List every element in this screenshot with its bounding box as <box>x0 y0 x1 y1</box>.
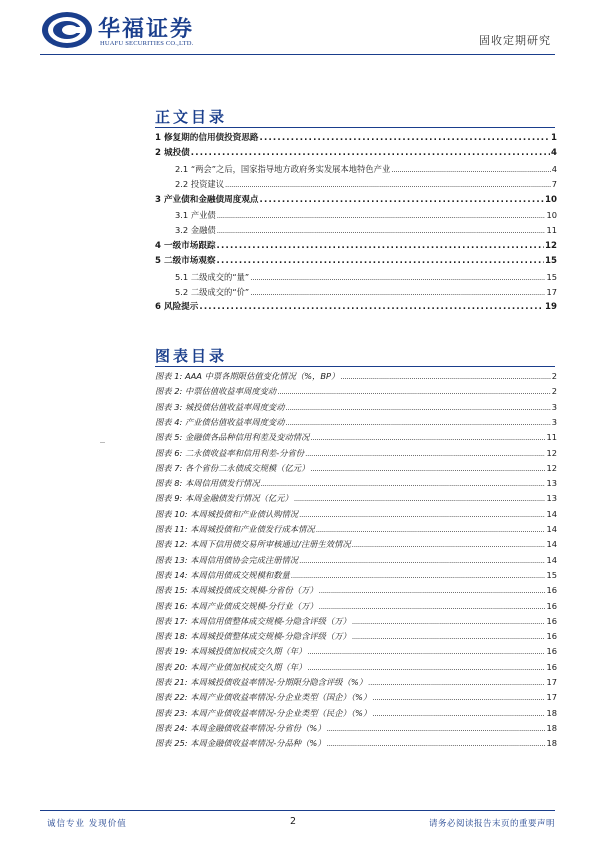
entry-page-number: 3 <box>551 416 557 427</box>
dot-leader <box>352 538 546 550</box>
figure-entry[interactable] <box>155 600 557 612</box>
entry-label: 图表 7: 各个省份二永债成交规模（亿元） <box>155 462 310 473</box>
entry-page-number: 16 <box>546 646 557 657</box>
toc-entry[interactable] <box>155 224 557 236</box>
toc-entry[interactable] <box>155 240 557 252</box>
toc-title-rule <box>155 127 555 128</box>
dot-leader <box>225 178 551 190</box>
entry-label: 图表 21: 本周城投债收益率情况-分期限分隐含评级（%） <box>155 677 368 687</box>
dot-leader <box>217 224 546 236</box>
dot-leader <box>191 147 550 159</box>
entry-page-number: 18 <box>546 707 557 718</box>
figure-entry[interactable] <box>155 630 557 642</box>
dot-leader <box>260 132 551 144</box>
entry-page-number: 17 <box>546 677 557 687</box>
toc-entry[interactable] <box>155 271 557 283</box>
entry-label: 图表 22: 本周产业债收益率情况-分企业类型（国企）（%） <box>155 692 372 703</box>
entry-page-number: 16 <box>546 585 557 596</box>
dot-leader <box>319 600 546 612</box>
figure-entry[interactable] <box>155 569 557 581</box>
page-number: 2 <box>290 816 297 827</box>
dot-leader <box>340 370 550 382</box>
entry-label: 图表 15: 本周城投债成交规模-分省份（万） <box>155 585 318 596</box>
dot-leader <box>307 661 545 673</box>
entry-page-number: 12 <box>546 447 557 458</box>
footer-divider <box>40 810 555 811</box>
toc-entry[interactable] <box>155 178 557 190</box>
entry-label: 5.2 二级成交的“价” <box>175 287 250 297</box>
dot-leader <box>368 676 545 688</box>
entry-label: 2 城投债 <box>155 148 190 159</box>
dot-leader <box>352 615 546 627</box>
entry-label: 图表 9: 本周金融债发行情况（亿元） <box>155 493 293 504</box>
entry-page-number: 14 <box>546 508 557 519</box>
entry-page-number: 12 <box>546 462 557 473</box>
entry-label: 图表 3: 城投债估值收益率周度变动 <box>155 401 285 412</box>
dot-leader <box>217 255 544 267</box>
entry-page-number: 2 <box>551 386 557 397</box>
dot-leader <box>372 691 545 703</box>
dot-leader <box>316 523 546 535</box>
figure-entry[interactable] <box>155 661 557 673</box>
entry-label: 图表 18: 本周城投债整体成交规模-分隐含评级（万） <box>155 631 351 642</box>
figure-entry[interactable] <box>155 584 557 596</box>
entry-page-number: 16 <box>546 600 557 611</box>
entry-label: 4 一级市场跟踪 <box>155 240 216 251</box>
entry-label: 5 二级市场观察 <box>155 256 216 267</box>
entry-page-number: 18 <box>546 722 557 733</box>
dot-leader <box>261 477 546 489</box>
entry-label: 图表 11: 本周城投债和产业债发行成本情况 <box>155 524 315 534</box>
entry-page-number: 15 <box>546 271 557 282</box>
entry-page-number: 19 <box>545 302 557 313</box>
figure-entry[interactable] <box>155 447 557 459</box>
entry-label: 1 修复期的信用债投资思路 <box>155 133 259 143</box>
entry-label: 图表 16: 本周产业债成交规模-分行业（万） <box>155 600 318 611</box>
divider-mark <box>100 442 105 443</box>
entry-label: 5.1 二级成交的“量” <box>175 271 250 282</box>
footer-disclaimer: 请务必阅读报告末页的重要声明 <box>428 819 555 829</box>
entry-page-number: 14 <box>546 524 557 534</box>
dot-leader <box>299 508 545 520</box>
entry-page-number: 17 <box>546 287 557 297</box>
dot-leader <box>291 569 546 581</box>
figure-entry[interactable] <box>155 707 557 719</box>
figure-entry[interactable] <box>155 676 557 688</box>
entry-page-number: 3 <box>551 401 557 412</box>
entry-label: 图表 2: 中票估值收益率周度变动 <box>155 386 277 397</box>
entry-page-number: 16 <box>546 631 557 642</box>
figure-entry[interactable] <box>155 554 557 566</box>
entry-label: 图表 10: 本周城投债和产业债认购情况 <box>155 508 299 519</box>
page-header <box>40 10 555 52</box>
entry-label: 图表 13: 本周信用债协会完成注册情况 <box>155 554 299 565</box>
entry-label: 图表 19: 本周城投债加权成交久期（年） <box>155 646 307 657</box>
entry-page-number: 17 <box>546 692 557 703</box>
figure-entry[interactable] <box>155 737 557 749</box>
toc-entry[interactable] <box>155 286 557 298</box>
header-divider <box>40 54 555 55</box>
logo-subtext: HUAFU SECURITIES CO.,LTD. <box>100 40 194 47</box>
entry-label: 图表 4: 产业债估值收益率周度变动 <box>155 416 285 427</box>
figure-entry[interactable] <box>155 431 557 443</box>
entry-label: 图表 20: 本周产业债加权成交久期（年） <box>155 661 307 672</box>
entry-label: 3 产业债和金融债周度观点 <box>155 194 259 205</box>
entry-label: 6 风险提示 <box>155 302 199 313</box>
dot-leader <box>327 722 546 734</box>
entry-label: 图表 23: 本周产业债收益率情况-分企业类型（民企）（%） <box>155 707 372 718</box>
toc-entry[interactable] <box>155 194 557 206</box>
entry-page-number: 4 <box>551 148 557 159</box>
dot-leader <box>327 737 546 749</box>
figure-entry[interactable] <box>155 416 557 428</box>
entry-label: 图表 8: 本周信用债发行情况 <box>155 478 260 489</box>
figure-entry[interactable] <box>155 492 557 504</box>
entry-page-number: 15 <box>545 256 557 267</box>
entry-page-number: 14 <box>546 539 557 550</box>
dot-leader <box>286 401 551 413</box>
entry-page-number: 15 <box>546 569 557 580</box>
entry-label: 3.1 产业债 <box>175 210 216 220</box>
entry-label: 图表 14: 本周信用债成交规模和数量 <box>155 569 290 580</box>
figure-entry[interactable] <box>155 523 557 535</box>
figures-title: 图表目录 <box>155 347 228 365</box>
entry-page-number: 14 <box>546 554 557 565</box>
footer-slogan: 诚信专业 发现价值 <box>47 819 127 829</box>
figure-entry[interactable] <box>155 508 557 520</box>
toc-entry[interactable] <box>155 209 557 221</box>
entry-page-number: 11 <box>546 225 557 236</box>
entry-page-number: 16 <box>546 615 557 626</box>
figure-entry[interactable] <box>155 645 557 657</box>
entry-page-number: 13 <box>546 493 557 504</box>
entry-label: 图表 6: 二永债收益率和信用利差-分省份 <box>155 447 305 458</box>
dot-leader <box>286 416 551 428</box>
dot-leader <box>260 194 545 206</box>
entry-page-number: 10 <box>545 194 557 205</box>
entry-page-number: 12 <box>545 240 557 251</box>
dot-leader <box>372 707 545 719</box>
figure-entry[interactable] <box>155 691 557 703</box>
entry-page-number: 18 <box>546 738 557 749</box>
figure-entry[interactable] <box>155 462 557 474</box>
toc-title: 正文目录 <box>155 108 228 126</box>
figure-entry[interactable] <box>155 722 557 734</box>
dot-leader <box>391 163 550 175</box>
dot-leader <box>319 584 546 596</box>
entry-label: 图表 1: AAA 中票各期限估值变化情况（%，BP） <box>155 371 340 381</box>
entry-label: 2.1 “两会”之后，国家指导地方政府务实发展本地特色产业 <box>175 163 391 174</box>
entry-label: 2.2 投资建议 <box>175 179 225 190</box>
toc-entry[interactable] <box>155 163 557 175</box>
entry-label: 图表 17: 本周信用债整体成交规模-分隐含评级（万） <box>155 615 351 626</box>
toc-entry[interactable] <box>155 301 557 313</box>
entry-page-number: 2 <box>551 371 557 381</box>
entry-page-number: 1 <box>551 133 557 143</box>
dot-leader <box>352 630 546 642</box>
dot-leader <box>250 271 545 283</box>
dot-leader <box>217 209 546 221</box>
figure-entry[interactable] <box>155 385 557 397</box>
toc-entry[interactable] <box>155 255 557 267</box>
dot-leader <box>199 301 544 313</box>
entry-label: 3.2 金融债 <box>175 225 216 236</box>
dot-leader <box>217 240 544 252</box>
entry-page-number: 10 <box>546 210 557 220</box>
dot-leader <box>299 554 545 566</box>
dot-leader <box>294 492 546 504</box>
entry-page-number: 16 <box>546 661 557 672</box>
dot-leader <box>307 645 545 657</box>
entry-label: 图表 5: 金融债各品种信用利差及变动情况 <box>155 432 310 443</box>
dot-leader <box>305 447 545 459</box>
entry-label: 图表 25: 本周金融债收益率情况-分品种（%） <box>155 738 326 749</box>
toc-entry[interactable] <box>155 147 557 159</box>
figure-entry[interactable] <box>155 401 557 413</box>
entry-page-number: 7 <box>551 179 557 190</box>
dot-leader <box>277 385 551 397</box>
dot-leader <box>310 431 545 443</box>
figure-entry[interactable] <box>155 538 557 550</box>
huafu-logo-icon <box>40 10 94 50</box>
entry-page-number: 4 <box>551 163 557 174</box>
toc-entry[interactable] <box>155 132 557 144</box>
dot-leader <box>310 462 545 474</box>
figure-entry[interactable] <box>155 477 557 489</box>
figure-entry[interactable] <box>155 615 557 627</box>
figure-entry[interactable] <box>155 370 557 382</box>
doc-type-label: 固收定期研究 <box>479 34 551 47</box>
dot-leader <box>250 286 545 298</box>
entry-label: 图表 12: 本周下信用债交易所审核通过/注册生效情况 <box>155 539 351 550</box>
entry-label: 图表 24: 本周金融债收益率情况-分省份（%） <box>155 722 326 733</box>
figures-title-rule <box>155 366 555 367</box>
logo-text: 华福证券 <box>98 16 195 42</box>
entry-page-number: 13 <box>546 478 557 489</box>
entry-page-number: 11 <box>546 432 557 443</box>
